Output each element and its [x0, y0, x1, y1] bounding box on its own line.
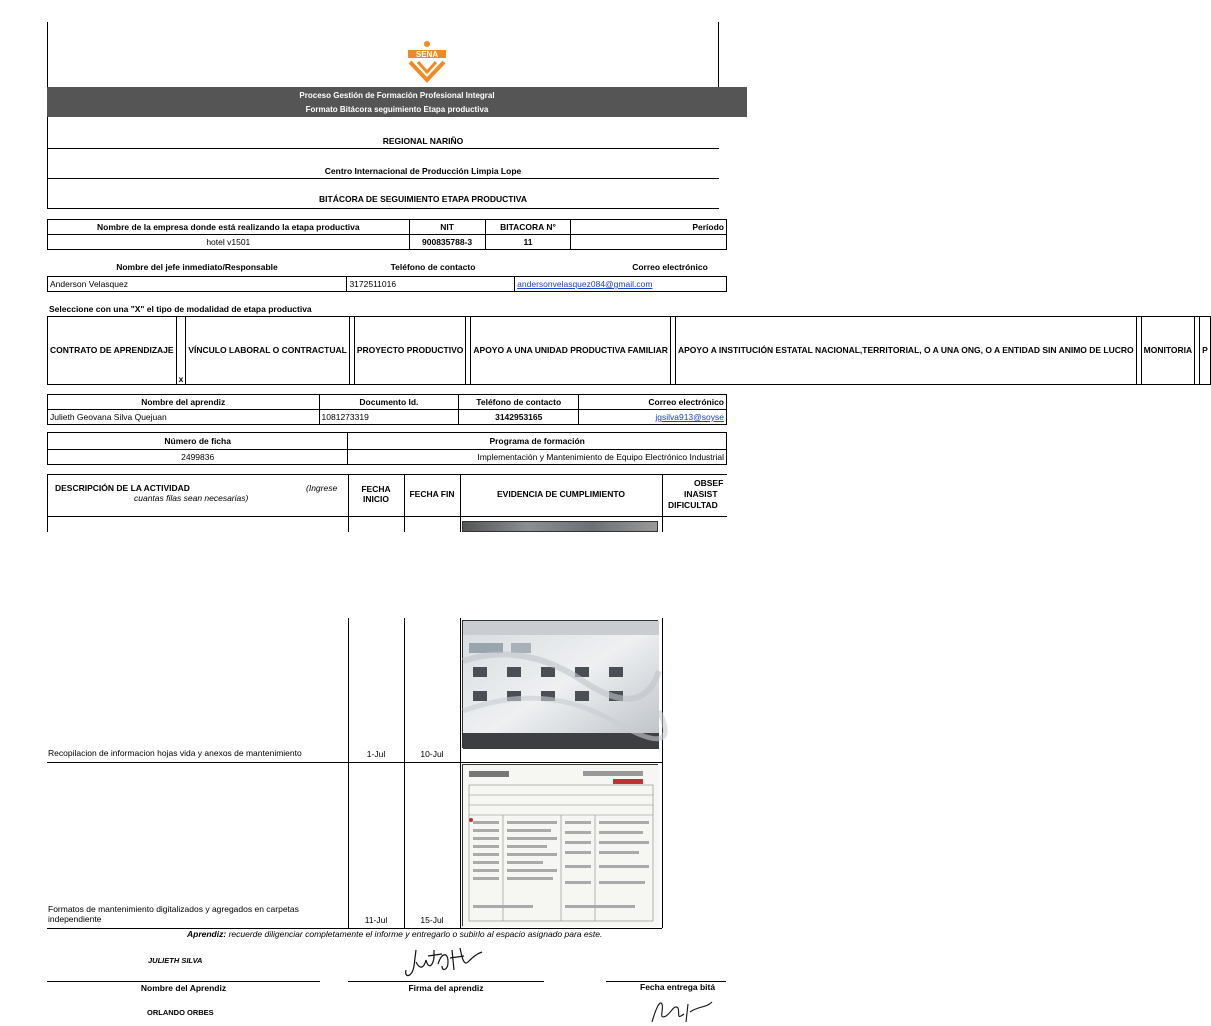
modality-contract: CONTRATO DE APRENDIZAJE: [48, 317, 177, 385]
activity-hint-a: (Ingrese: [306, 483, 338, 493]
period-label: Período: [571, 220, 727, 235]
act-rule-top: [47, 474, 727, 475]
activity-1-start: 1-Jul: [366, 749, 386, 759]
apprentice-name-label: Nombre del aprendiz: [48, 395, 320, 410]
evidence-photo-1: [462, 620, 658, 748]
act-col-4: [662, 474, 663, 532]
apprentice-name: Julieth Geovana Silva Quejuan: [48, 410, 320, 425]
frame-left: [47, 22, 48, 87]
footer-note-bold: Aprendiz:: [187, 929, 227, 939]
instructor-name: ORLANDO ORBES: [147, 1008, 214, 1017]
activity-hint-b: cuantas filas sean necesarias): [134, 493, 249, 503]
modality-instruction: Seleccione con una "X" el tipo de modalidad de etapa productiva: [49, 303, 312, 314]
delivery-date-caption: Fecha entrega bitá: [640, 982, 716, 992]
apprentice-email-link[interactable]: jgsilva913@soyse: [655, 412, 724, 422]
boss-phone-label: Teléfono de contacto: [390, 262, 476, 272]
apprentice-doc: 1081273319: [319, 410, 459, 425]
apprentice-sign-caption: Firma del aprendiz: [408, 983, 484, 993]
title-rule-2: [47, 178, 719, 179]
format-line: Formato Bitácora seguimiento Etapa productiva: [305, 105, 489, 114]
modality-institution: APOYO A INSTITUCIÓN ESTATAL NACIONAL,TERRITORIAL, O A UNA ONG, O A ENTIDAD SIN ANIMO DE LUCRO: [675, 317, 1136, 385]
row-col-3: [460, 618, 461, 928]
apprentice-signature-name: JULIETH SILVA: [148, 956, 203, 965]
program-name: Implementación y Mantenimiento de Equipo Electrónico Industrial: [348, 450, 727, 465]
activity-1-desc: Recopilacion de informacion hojas vida y anexos de mantenimiento: [48, 748, 302, 758]
instructor-signature: [646, 998, 716, 1024]
apprentice-signature: [398, 944, 488, 980]
log-number: 11: [485, 235, 571, 250]
activity-2-desc: Formatos de mantenimiento digitalizados y agregados en carpetas independiente: [48, 904, 299, 924]
footer-note-text: recuerde diligenciar completamente el informe y entregarlo o subirlo al espacio asignado para este.: [226, 929, 603, 939]
apprentice-email-label: Correo electrónico: [579, 395, 727, 410]
activity-1-end: 10-Jul: [420, 749, 444, 759]
program-table: [47, 432, 727, 465]
log-title: BITÁCORA DE SEGUIMIENTO ETAPA PRODUCTIVA: [319, 194, 527, 204]
frame-right: [718, 22, 719, 87]
act-col-0: [47, 474, 48, 532]
obs-label-2: INASIST: [684, 489, 718, 499]
apprentice-name-caption: Nombre del Aprendiz: [140, 983, 227, 993]
row-col-1: [348, 618, 349, 928]
modality-contract-mark[interactable]: x: [176, 317, 186, 385]
modality-table: [47, 316, 1211, 385]
boss-name-label: Nombre del jefe inmediato/Responsable: [116, 262, 278, 272]
boss-table: [47, 276, 727, 292]
activity-desc-label: DESCRIPCIÓN DE LA ACTIVIDAD: [55, 483, 190, 493]
boss-email-label: Correo electrónico: [632, 262, 708, 272]
modality-project: PROYECTO PRODUCTIVO: [354, 317, 466, 385]
title-rule-1: [47, 148, 719, 149]
period-value: [571, 235, 727, 250]
sena-logo: [402, 40, 452, 84]
row-col-4: [662, 618, 663, 928]
modality-labor: VÍNCULO LABORAL O CONTRACTUAL: [186, 317, 350, 385]
row-col-2: [404, 618, 405, 928]
modality-monitoring: MONITORIA: [1141, 317, 1194, 385]
regional-name: REGIONAL NARIÑO: [382, 136, 464, 146]
ficha-number: 2499836: [48, 450, 348, 465]
activity-2-end: 15-Jul: [420, 915, 444, 925]
apprentice-table: [47, 394, 727, 425]
title-rule-3: [47, 208, 719, 209]
sena-logo-text: SENA: [415, 50, 439, 59]
boss-email-link[interactable]: andersonvelasquez084@gmail.com: [517, 279, 653, 289]
company-table: [47, 219, 727, 250]
ficha-label: Número de ficha: [48, 433, 348, 450]
nit-value: 900835788-3: [409, 235, 485, 250]
obs-label-3: DIFICULTAD: [668, 500, 718, 510]
company-name: hotel v1501: [48, 235, 410, 250]
evidence-photo-strip: [462, 521, 658, 532]
program-label: Programa de formación: [348, 433, 727, 450]
evidence-photo-2: [462, 764, 658, 926]
row-rule-1: [47, 762, 662, 763]
center-name: Centro Internacional de Producción Limpia Lope: [324, 166, 522, 176]
apprentice-phone: 3142953165: [459, 410, 579, 425]
evidence-label: EVIDENCIA DE CUMPLIMIENTO: [497, 489, 625, 499]
start-date-label: FECHA INICIO: [361, 484, 391, 504]
log-number-label: BITACORA N°: [485, 220, 571, 235]
company-name-label: Nombre de la empresa donde está realizando la etapa productiva: [48, 220, 410, 235]
activity-2-start: 11-Jul: [364, 915, 388, 925]
obs-label-1: OBSEF: [694, 478, 724, 488]
process-line: Proceso Gestión de Formación Profesional Integral: [299, 91, 495, 100]
modality-family: APOYO A UNA UNIDAD PRODUCTIVA FAMILIAR: [471, 317, 671, 385]
modality-other: P: [1200, 317, 1211, 385]
nit-label: NIT: [409, 220, 485, 235]
boss-name: Anderson Velasquez: [48, 277, 347, 292]
end-date-label: FECHA FIN: [409, 489, 455, 499]
header-bar: [47, 87, 747, 117]
boss-phone: 3172511016: [347, 277, 515, 292]
apprentice-phone-label: Teléfono de contacto: [459, 395, 579, 410]
apprentice-doc-label: Documento Id.: [319, 395, 459, 410]
footer-note: [187, 929, 602, 939]
act-rule-head: [47, 516, 727, 517]
